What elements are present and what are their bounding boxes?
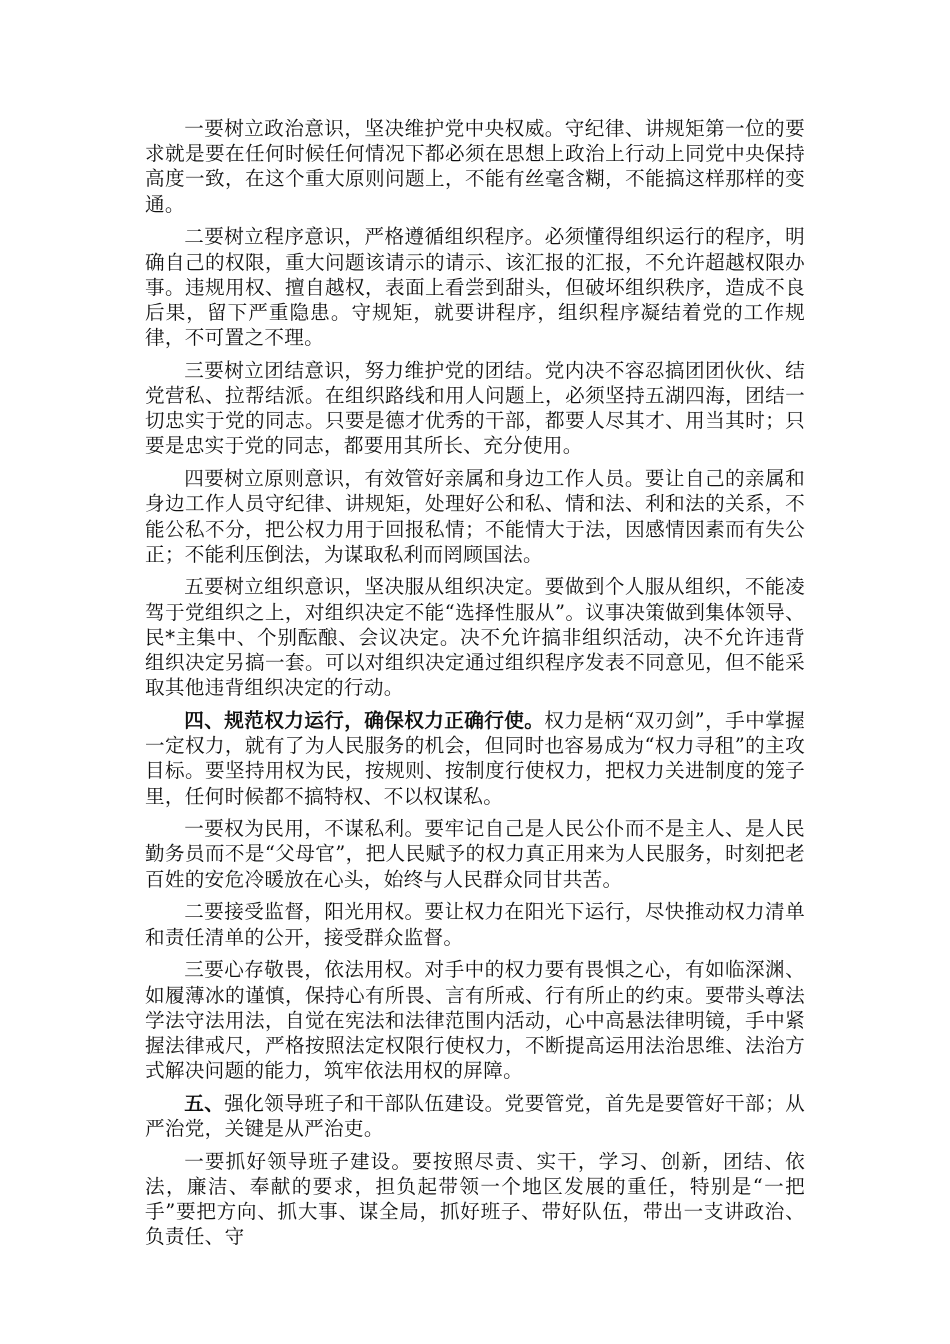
paragraph-4 [145, 466, 805, 567]
paragraph-text: 一要树立政治意识，坚决维护党中央权威。守纪律、讲规矩第一位的要求就是要在任何时候任何情况下都必须在思想上政治上行动上同党中央保持高度一致，在这个重大原则问题上，不能有丝毫含糊，不能搞这样那样的变通。 [145, 117, 805, 216]
section-heading: 五、 [184, 1091, 225, 1115]
paragraph-10 [145, 1091, 805, 1141]
paragraph-5 [145, 574, 805, 700]
paragraph-text: 五要树立组织意识，坚决服从组织决定。要做到个人服从组织，不能凌驾于党组织之上，对组织决定不能“选择性服从”。议事决策做到集体领导、民*主集中、个别酝酿、会议决定。决不允许搞非组织活动，决不允许违背组织决定另搞一套。可以对组织决定通过组织程序发表不同意见，但不能采取其他违背组织决定的行动。 [145, 575, 805, 700]
paragraph-text: 二要树立程序意识，严格遵循组织程序。必须懂得组织运行的程序，明确自己的权限，重大问题该请示的请示、该汇报的汇报，不允许超越权限办事。违规用权、擅自越权，表面上看尝到甜头，但破坏组织秩序，造成不良后果，留下严重隐患。守规矩，就要讲程序，组织程序凝结着党的工作规律，不可置之不理。 [145, 225, 805, 350]
paragraph-2 [145, 224, 805, 350]
paragraph-text: 权力是柄“双刃剑”，手中掌握一定权力，就有了为人民服务的机会，但同时也容易成为“权力寻租”的主攻目标。要坚持用权为民，按规则、按制度行使权力，把权力关进制度的笼子里，任何时候都不搞特权、不以权谋私。 [145, 708, 806, 808]
paragraph-11 [145, 1149, 805, 1250]
paragraph-1 [145, 116, 805, 217]
paragraph-7 [145, 816, 805, 892]
paragraph-text: 强化领导班子和干部队伍建设。党要管党，首先是要管好干部；从严治党，关键是从严治吏。 [145, 1091, 805, 1141]
document-body [145, 116, 805, 1257]
paragraph-text: 二要接受监督，阳光用权。要让权力在阳光下运行，尽快推动权力清单和责任清单的公开，接受群众监督。 [145, 900, 805, 949]
paragraph-6 [145, 708, 805, 809]
section-heading: 四、规范权力运行，确保权力正确行使。 [184, 708, 545, 732]
paragraph-text: 四要树立原则意识，有效管好亲属和身边工作人员。要让自己的亲属和身边工作人员守纪律、讲规矩，处理好公和私、情和法、利和法的关系，不能公私不分，把公权力用于回报私情；不能情大于法，因感情因素而有失公正；不能利压倒法，为谋取私利而罔顾国法。 [145, 467, 805, 566]
paragraph-text: 一要抓好领导班子建设。要按照尽责、实干，学习、创新，团结、依法，廉洁、奉献的要求，担负起带领一个地区发展的重任，特别是“一把手”要把方向、抓大事、谋全局，抓好班子、带好队伍，带出一支讲政治、负责任、守 [145, 1149, 805, 1249]
paragraph-text: 一要权为民用，不谋私利。要牢记自己是人民公仆而不是主人、是人民勤务员而不是“父母官”，把人民赋予的权力真正用来为人民服务，时刻把老百姓的安危冷暖放在心头，始终与人民群众同甘共苦。 [145, 817, 805, 891]
paragraph-8 [145, 899, 805, 949]
paragraph-text: 三要心存敬畏，依法用权。对手中的权力要有畏惧之心，有如临深渊、如履薄冰的谨慎，保持心有所畏、言有所戒、行有所止的约束。要带头尊法学法守法用法，自觉在宪法和法律范围内活动，心中高悬法律明镜，手中紧握法律戒尺，严格按照法定权限行使权力，不断提高运用法治思维、法治方式解决问题的能力，筑牢依法用权的屏障。 [145, 958, 805, 1083]
paragraph-3 [145, 358, 805, 459]
paragraph-9 [145, 957, 805, 1083]
paragraph-text: 三要树立团结意识，努力维护党的团结。党内决不容忍搞团团伙伙、结党营私、拉帮结派。在组织路线和用人问题上，必须坚持五湖四海，团结一切忠实于党的同志。只要是德才优秀的干部，都要人尽其才、用当其时；只要是忠实于党的同志，都要用其所长、充分使用。 [145, 358, 805, 458]
